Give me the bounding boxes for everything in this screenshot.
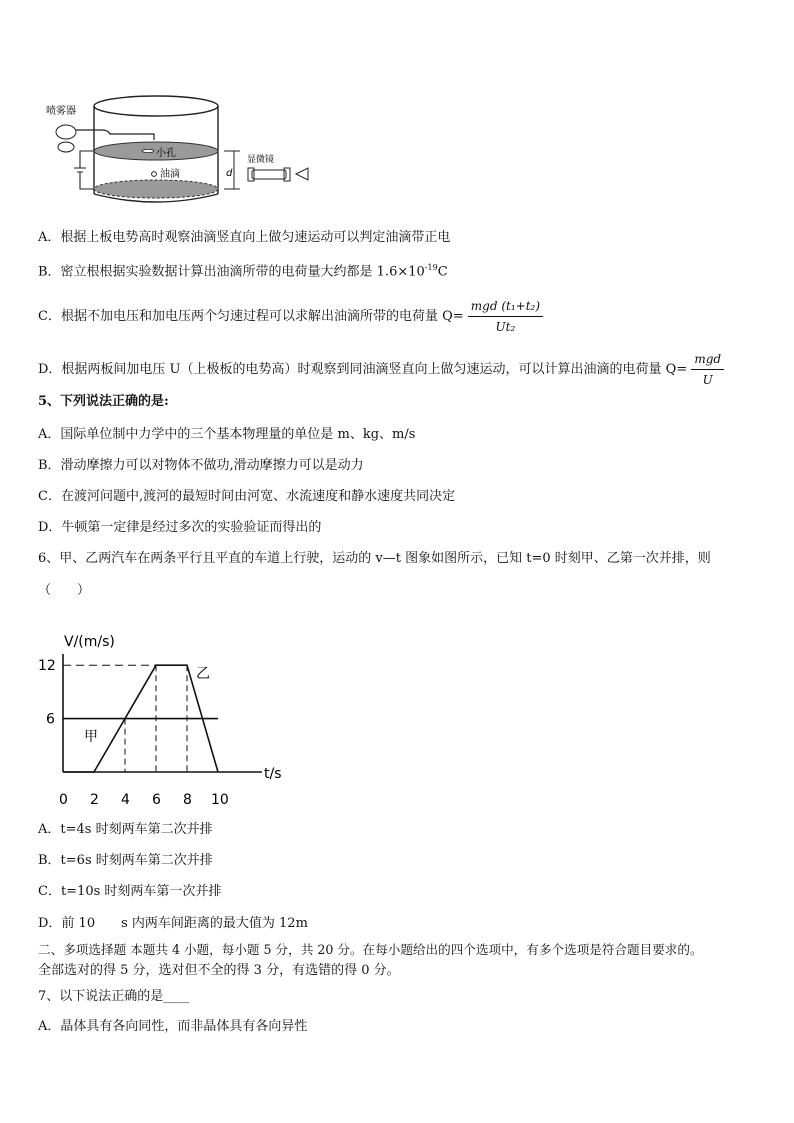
x-tick-label: 10: [211, 792, 229, 808]
q4-option-c: [38, 297, 543, 336]
x-tick-label: 6: [152, 792, 161, 808]
drop-label: 油滴: [160, 169, 180, 180]
series-label-jia: 甲: [84, 729, 98, 745]
chart-xlabel: t/s: [264, 766, 282, 782]
q4-option-c-text: C．根据不加电压和加电压两个匀速过程可以求解出油滴所带的电荷量 Q=: [38, 309, 464, 324]
q6-option-c: C．t=10s 时刻两车第一次并排: [38, 884, 222, 899]
lower-plate: [94, 180, 218, 198]
hole-mark: [142, 149, 154, 152]
q4-option-b-text: B．密立根根据实验数据计算出油滴所带的电荷量大约都是 1.6×10: [38, 264, 425, 280]
millikan-apparatus-figure: [44, 88, 314, 213]
q5-option-a: A．国际单位制中力学中的三个基本物理量的单位是 m、kg、m/s: [38, 427, 416, 442]
chart-ylabel: V/(m/s): [64, 634, 115, 650]
section2-instructions-line2: 全部选对的得 5 分，选对但不全的得 3 分，有选错的得 0 分。: [38, 963, 400, 978]
q5-option-b: B．滑动摩擦力可以对物体不做功,滑动摩擦力可以是动力: [38, 458, 364, 473]
d-label: d: [226, 168, 233, 179]
microscope-label: 显微镜: [247, 155, 275, 165]
q4-option-d-numerator: mgd: [691, 350, 724, 370]
q6-option-d: D．前 10 s 内两车间距离的最大值为 12m: [38, 916, 308, 931]
q4-option-c-denominator: Ut₂: [495, 320, 516, 334]
q4-option-d-text: D．根据两板间加电压 U（上极板的电势高）时观察到同油滴竖直向上做匀速运动，可以计算出油滴的电荷量 Q=: [38, 362, 688, 377]
q5-stem: 5、下列说法正确的是:: [38, 394, 169, 409]
q7-option-a: A．晶体具有各向同性，而非晶体具有各向异性: [38, 1019, 308, 1034]
hole-label: 小孔: [156, 148, 176, 159]
eye-icon: [296, 168, 308, 180]
series-label-yi: 乙: [196, 666, 210, 682]
y-tick-label: 12: [38, 658, 56, 675]
x-tick-label: 2: [90, 792, 99, 808]
q7-stem: 7、以下说法正确的是____: [38, 989, 190, 1004]
oil-drop-mark: [152, 172, 157, 177]
q6-option-a: A．t=4s 时刻两车第二次并排: [38, 822, 213, 837]
y-tick-label: 6: [46, 711, 55, 728]
x-tick-label: 4: [121, 792, 130, 808]
sprayer-bulb: [56, 125, 76, 139]
q5-option-c: C．在渡河问题中,渡河的最短时间由河宽、水流速度和静水速度共同决定: [38, 489, 456, 504]
sprayer-label: 喷雾器: [46, 106, 76, 117]
q4-option-d: [38, 350, 724, 389]
cylinder-top-rim: [94, 96, 218, 116]
q4-option-a: A．根据上板电势高时观察油滴竖直向上做匀速运动可以判定油滴带正电: [38, 230, 451, 245]
q4-option-c-fraction: [468, 297, 543, 336]
q4-option-b-exponent: -19: [424, 263, 438, 272]
q6-option-b: B．t=6s 时刻两车第二次并排: [38, 853, 213, 868]
vt-chart: [36, 626, 306, 812]
circuit-wire: [74, 151, 94, 189]
q5-option-d: D．牛顿第一定律是经过多次的实验验证而得出的: [38, 520, 322, 535]
sprayer-tube: [76, 130, 154, 140]
q4-option-b-unit: C: [437, 264, 448, 280]
microscope-body: [252, 170, 286, 179]
q6-stem-bracket: （ ）: [38, 583, 91, 598]
q4-option-c-numerator: mgd (t₁+t₂): [468, 297, 543, 317]
q4-option-b: [38, 259, 448, 281]
q6-stem: 6、甲、乙两汽车在两条平行且平直的车道上行驶，运动的 v—t 图象如图所示，已知 t=0 时刻甲、乙第一次并排，则: [38, 551, 711, 566]
section2-instructions-line1: 二、多项选择题 本题共 4 小题，每小题 5 分，共 20 分。在每小题给出的四个选项中，有多个选项是符合题目要求的。: [38, 942, 703, 957]
q4-option-d-fraction: [691, 350, 724, 389]
sprayer-bulb-lower: [58, 142, 74, 152]
q4-option-d-denominator: U: [702, 373, 713, 387]
x-tick-label: 0: [59, 792, 68, 808]
x-tick-label: 8: [183, 792, 192, 808]
